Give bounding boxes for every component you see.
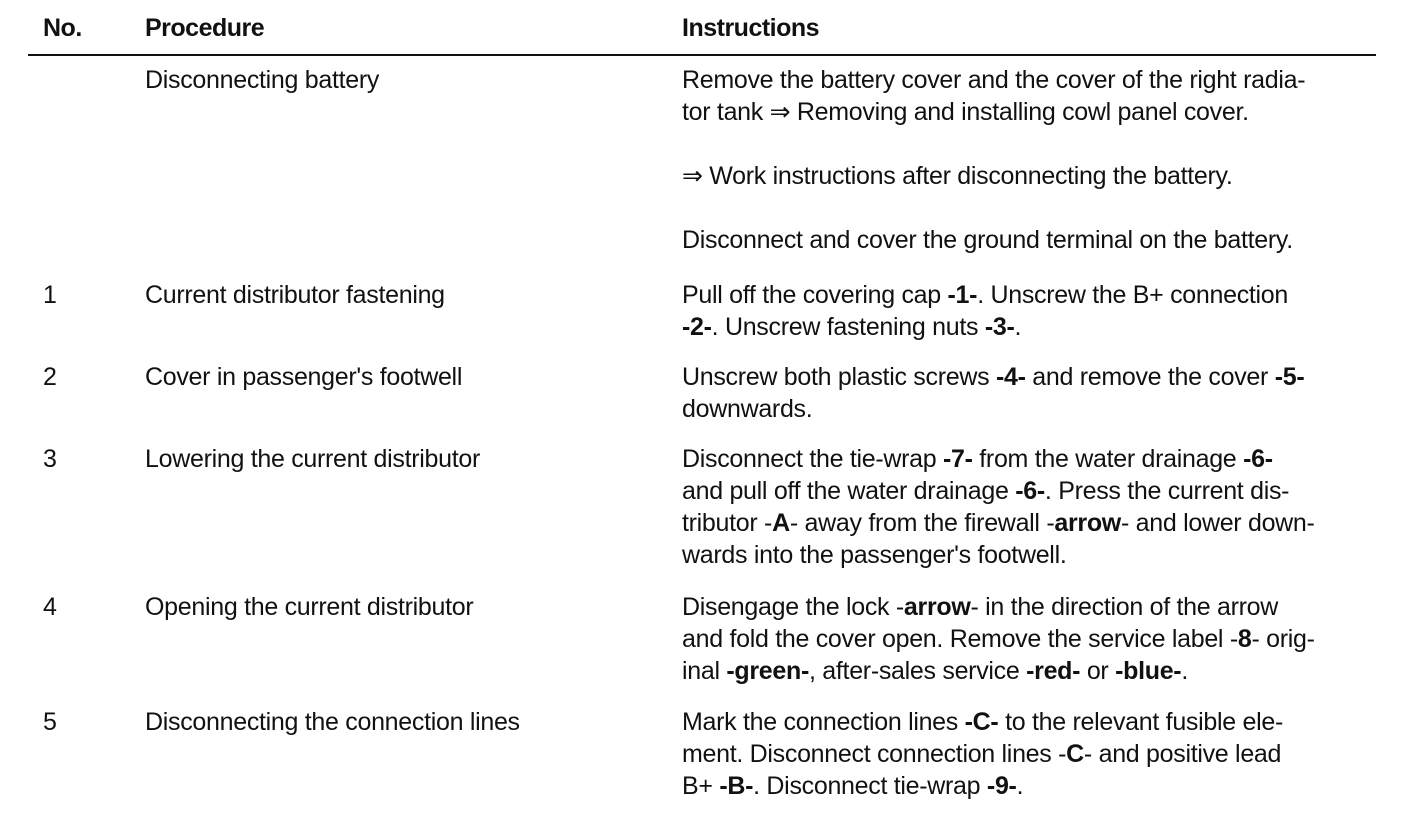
row-instructions [682, 591, 1372, 687]
row-procedure: Disconnecting the connection lines [145, 708, 520, 736]
instruction-line: tributor -A- away from the firewall -arrow- and lower down- [682, 509, 1315, 537]
row-number: 4 [43, 593, 57, 621]
row-number: 1 [43, 281, 57, 309]
header-no: No. [43, 14, 82, 42]
part-reference: -4- [995, 363, 1026, 391]
row-procedure: Opening the current distributor [145, 593, 474, 621]
instruction-line: downwards. [682, 395, 813, 423]
instruction-line: Remove the battery cover and the cover of the right radia- [682, 66, 1306, 94]
part-reference: -1- [947, 281, 978, 309]
header-rule [28, 54, 1376, 56]
row-procedure: Current distributor fastening [145, 281, 445, 309]
row-procedure: Lowering the current distributor [145, 445, 481, 473]
part-reference: -blue- [1115, 657, 1182, 685]
instruction-line: B+ -B-. Disconnect tie-wrap -9-. [682, 772, 1024, 800]
header-instructions: Instructions [682, 14, 820, 42]
instruction-line [682, 128, 1372, 160]
instruction-line: tor tank ⇒ Removing and installing cowl panel cover. [682, 98, 1249, 126]
row-instructions [682, 443, 1372, 571]
instruction-line: Unscrew both plastic screws -4- and remove the cover -5- [682, 363, 1305, 391]
part-reference: arrow [1054, 509, 1121, 537]
instruction-line: Pull off the covering cap -1-. Unscrew the B+ connection [682, 281, 1289, 309]
instruction-line: ⇒ Work instructions after disconnecting the battery. [682, 162, 1233, 190]
instruction-line: wards into the passenger's footwell. [682, 541, 1067, 569]
row-instructions [682, 706, 1372, 802]
part-reference: -2- [682, 313, 712, 341]
part-reference: -red- [1026, 657, 1081, 685]
part-reference: -B- [719, 772, 754, 800]
part-reference: -6- [1015, 477, 1045, 505]
part-reference: -green- [726, 657, 810, 685]
instruction-line: Disengage the lock -arrow- in the direction of the arrow [682, 593, 1279, 621]
instruction-line: and fold the cover open. Remove the service label -8- orig- [682, 625, 1315, 653]
part-reference: -C- [964, 708, 999, 736]
part-reference: -5- [1274, 363, 1305, 391]
row-instructions [682, 361, 1372, 425]
instruction-line: ment. Disconnect connection lines -C- and positive lead [682, 740, 1282, 768]
instruction-line [682, 192, 1372, 224]
row-procedure: Disconnecting battery [145, 66, 380, 94]
part-reference: -7- [942, 445, 973, 473]
instruction-line: and pull off the water drainage -6-. Press the current dis- [682, 477, 1290, 505]
instruction-line: Disconnect the tie-wrap -7- from the water drainage -6- [682, 445, 1273, 473]
part-reference: A [772, 509, 790, 537]
part-reference: -9- [986, 772, 1017, 800]
instruction-line: inal -green-, after-sales service -red- or -blue-. [682, 657, 1188, 685]
part-reference: C [1066, 740, 1084, 768]
instruction-line: Disconnect and cover the ground terminal on the battery. [682, 226, 1293, 254]
instruction-line: -2-. Unscrew fastening nuts -3-. [682, 313, 1022, 341]
part-reference: -6- [1243, 445, 1273, 473]
part-reference: arrow [903, 593, 971, 621]
part-reference: 8 [1237, 625, 1252, 653]
part-reference: -3- [984, 313, 1015, 341]
row-number: 2 [43, 363, 57, 391]
row-instructions [682, 64, 1372, 256]
row-number: 3 [43, 445, 57, 473]
header-procedure: Procedure [145, 14, 265, 42]
row-instructions [682, 279, 1372, 343]
row-number: 5 [43, 708, 57, 736]
row-procedure: Cover in passenger's footwell [145, 363, 463, 391]
instruction-line: Mark the connection lines -C- to the relevant fusible ele- [682, 708, 1283, 736]
